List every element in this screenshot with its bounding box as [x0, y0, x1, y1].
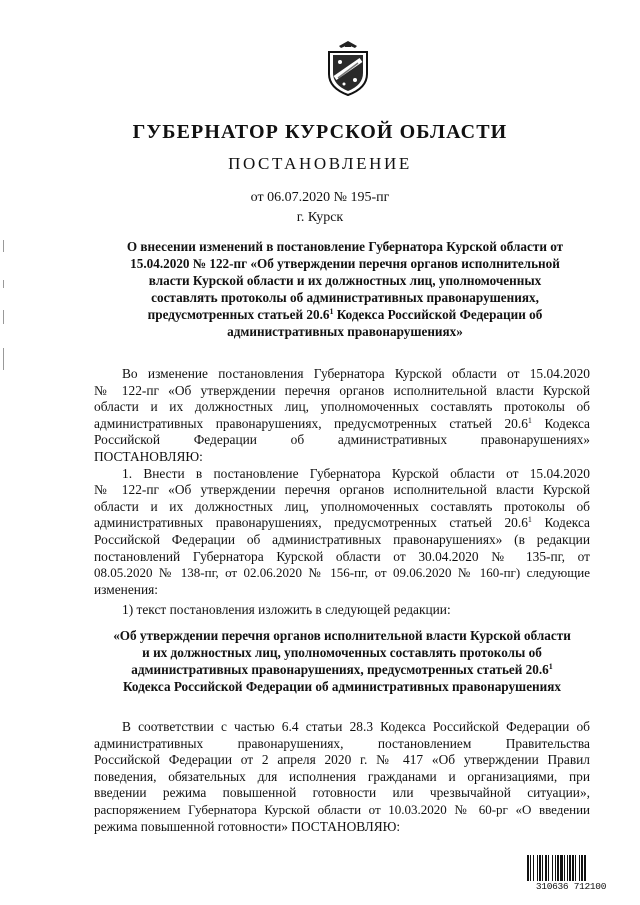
barcode-number: 310636 712100: [524, 881, 618, 892]
superscript: 1: [548, 662, 553, 671]
scan-margin-marks: [3, 240, 5, 380]
body-line: введении режима повышенной готовности или чрезвычайной ситуации»,: [94, 785, 590, 801]
heading-text: предусмотренных статьей 20.6: [147, 307, 330, 322]
superscript: 1: [527, 515, 532, 525]
heading-line: 15.04.2020 № 122-пг «Об утверждении перечня органов исполнительной: [130, 256, 560, 271]
barcode-bar: [542, 855, 543, 883]
body-line: административных правонарушениях, постановлением Правительства: [94, 735, 590, 751]
body-line: [94, 416, 590, 433]
barcode-bar: [579, 855, 580, 883]
body-line: Российской Федерации об административных правонарушениях»: [94, 432, 590, 448]
barcode-bar: [569, 855, 571, 883]
body-line: Российской Федерации от 2 апреля 2020 г. № 417 «Об утверждении Правил: [94, 752, 590, 768]
barcode-bar: [572, 855, 574, 883]
heading-line: О внесении изменений в постановление Губернатора Курской области от: [126, 239, 564, 254]
quote-title-line: [94, 661, 590, 678]
coat-of-arms-emblem: [327, 40, 369, 96]
heading-text: Кодекса Российской Федерации об: [333, 307, 543, 322]
body-line: № 122-пг «Об утверждении перечня органов исполнительной власти Курской: [94, 482, 590, 498]
body-line: 08.05.2020 № 138-пг, от 02.06.2020 № 156-пг, от 09.06.2020 № 160-пг) следующие: [94, 565, 590, 581]
document-city: г. Курск: [296, 210, 344, 225]
body-line: [94, 515, 590, 532]
body-line: В соответствии с частью 6.4 статьи 28.3 Кодекса Российской Федерации об: [122, 719, 590, 734]
quote-title-line: «Об утверждении перечня органов исполнительной власти Курской области: [113, 628, 571, 643]
body-text: Кодекса: [531, 415, 590, 431]
barcode-bar: [545, 855, 547, 883]
heading-line: [100, 306, 590, 323]
barcode-bar: [575, 855, 576, 883]
barcode-bar: [548, 855, 549, 883]
barcode-bar: [527, 855, 529, 883]
barcode-bar: [537, 855, 538, 883]
barcode-bar: [564, 855, 565, 883]
barcode-bar: [560, 855, 563, 883]
body-line: ПОСТАНОВЛЯЮ:: [94, 448, 203, 464]
body-text: административных правонарушениях, предусмотренных статьей 20.6: [94, 415, 528, 431]
barcode-bar: [530, 855, 531, 883]
quoted-preamble: [94, 719, 590, 835]
body-line: постановлений Губернатора Курской области от 30.04.2020 № 135-пг, от: [94, 548, 590, 564]
body-line: Российской Федерации об административных правонарушениях» (в редакции: [94, 531, 590, 547]
quote-title-line: и их должностных лиц, уполномоченных составлять протоколы об: [142, 645, 542, 660]
barcode-bar: [584, 855, 586, 883]
barcode-bar: [557, 855, 559, 883]
body-line: 1) текст постановления изложить в следующей редакции:: [122, 602, 451, 618]
body-line: области и их должностных лиц, уполномоченных составлять протоколы об: [94, 498, 590, 514]
body-line: изменения:: [94, 581, 159, 597]
superscript: 1: [329, 307, 334, 316]
quote-title-line: Кодекса Российской Федерации об административных правонарушениях: [123, 679, 561, 694]
body-line: распоряжением Губернатора Курской области от 10.03.2020 № 60-рг «О введении: [94, 801, 590, 817]
body-line: режима повышенной готовности» ПОСТАНОВЛЯЮ:: [94, 818, 401, 834]
body-text: административных правонарушениях, предусмотренных статьей 20.6: [94, 515, 528, 531]
document-type: ПОСТАНОВЛЕНИЕ: [228, 154, 412, 173]
preamble-and-item-one: [94, 366, 590, 619]
barcode-bar: [533, 855, 534, 883]
body-line: № 122-пг «Об утверждении перечня органов исполнительной власти Курской: [94, 382, 590, 398]
body-line: Во изменение постановления Губернатора Курской области от 15.04.2020: [122, 366, 590, 381]
heading-line: власти Курской области и их должностных лиц, уполномоченных: [148, 273, 542, 288]
barcode-bar: [539, 855, 541, 883]
heading-line: составлять протоколы об административных правонарушениях,: [151, 290, 539, 305]
document-heading: [100, 238, 590, 340]
barcode-bar: [581, 855, 583, 883]
quoted-document-title: [94, 627, 590, 695]
heading-line: административных правонарушениях»: [227, 324, 463, 339]
document-date-number: от 06.07.2020 № 195-пг: [250, 190, 390, 205]
body-text: Кодекса: [531, 515, 590, 531]
body-line: области и их должностных лиц, уполномоченных составлять протоколы об: [94, 399, 590, 415]
barcode-bar: [555, 855, 556, 883]
barcode-bar: [567, 855, 568, 883]
quote-title-text: административных правонарушениях, предусмотренных статьей 20.6: [131, 662, 549, 677]
barcode-bar: [552, 855, 553, 883]
governor-title: ГУБЕРНАТОР КУРСКОЙ ОБЛАСТИ: [132, 121, 508, 143]
superscript: 1: [527, 415, 532, 425]
body-line: 1. Внести в постановление Губернатора Курской области от 15.04.2020: [122, 465, 590, 481]
body-line: поведения, обязательных для исполнения гражданами и организациями, при: [94, 768, 590, 784]
